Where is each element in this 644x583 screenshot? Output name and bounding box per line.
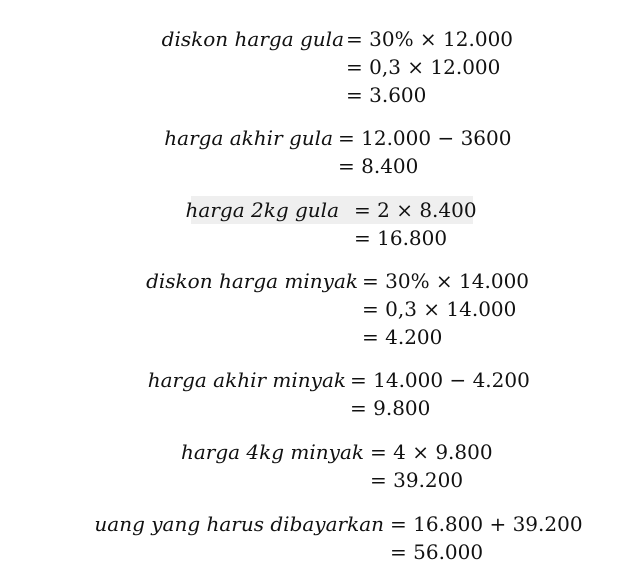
equation-row [0, 152, 644, 180]
equation-row [0, 466, 644, 494]
equation-row [0, 53, 644, 81]
equation-rhs: = 30% × 14.000 [362, 269, 530, 293]
equation-rhs: = 3.600 [346, 83, 427, 107]
equation-row [0, 323, 644, 351]
equation-rhs: = 16.800 [354, 226, 448, 250]
equation-row [0, 538, 644, 566]
equation-label: harga 2kg gula [185, 198, 339, 222]
equation-rhs: = 30% × 12.000 [346, 27, 514, 51]
equation-row [0, 25, 644, 53]
equation-label: harga akhir gula [164, 126, 333, 150]
equation-label: harga 4kg minyak [180, 440, 364, 464]
equation-row [0, 510, 644, 538]
equation-rhs: = 14.000 − 4.200 [350, 368, 530, 392]
equation-row [0, 81, 644, 109]
equation-rhs: = 4 × 9.800 [370, 440, 493, 464]
equation-rhs: = 56.000 [390, 540, 484, 564]
equation-label: harga akhir minyak [147, 368, 346, 392]
equation-row [0, 124, 644, 152]
equation-rhs: = 8.400 [338, 154, 419, 178]
equation-row-highlighted [185, 196, 477, 224]
equation-rhs: = 16.800 + 39.200 [390, 512, 583, 536]
equation-row [0, 394, 644, 422]
equation-row [0, 295, 644, 323]
equation-row [0, 267, 644, 295]
equation-rhs: = 0,3 × 12.000 [346, 55, 501, 79]
equation-label: diskon harga gula [161, 27, 344, 51]
equation-rhs: = 0,3 × 14.000 [362, 297, 517, 321]
equation-row [0, 438, 644, 466]
equation-rhs: = 9.800 [350, 396, 431, 420]
equation-row [0, 366, 644, 394]
equation-rhs: = 39.200 [370, 468, 464, 492]
equation-rhs: = 2 × 8.400 [354, 198, 477, 222]
equation-row [0, 224, 644, 252]
equation-label: uang yang harus dibayarkan [94, 512, 384, 536]
equation-rhs: = 4.200 [362, 325, 443, 349]
equation-label: diskon harga minyak [146, 269, 358, 293]
equation-rhs: = 12.000 − 3600 [338, 126, 512, 150]
